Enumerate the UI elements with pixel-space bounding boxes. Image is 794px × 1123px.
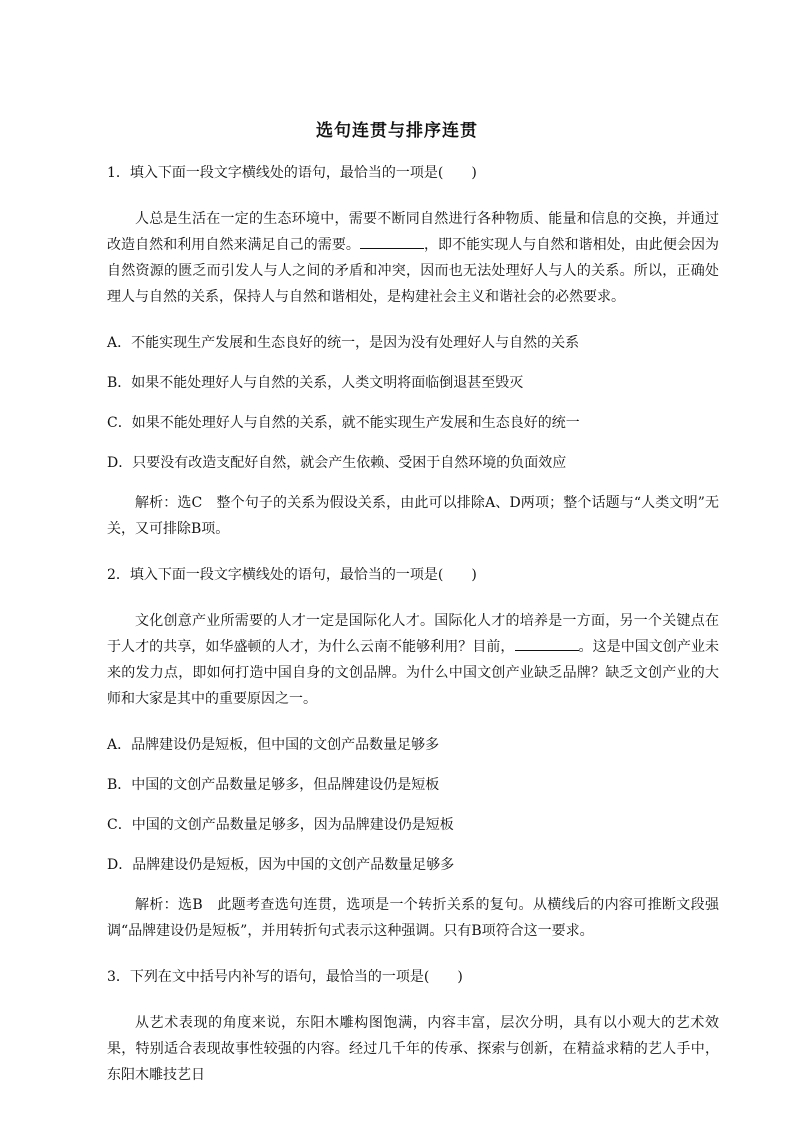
passage-text: 。这是中国文创产业未来的发力点，即如何打造中国自身的文创品牌。为什么中国文创产业缺乏品牌？缺乏文创产业的大师和大家是其中的重要原因之一。 (107, 639, 720, 707)
question-1-option-a: A．不能实现生产发展和生态良好的统一，是因为没有处理好人与自然的关系 (107, 335, 580, 351)
passage-text: 人总是生活在一定的生态环境中，需要不断同自然进行各种物质、能量和信息的交换，并通过改造自然和利用自然来满足自己的需要。 (107, 211, 719, 253)
fill-in-blank (515, 636, 579, 651)
question-1-analysis: 解析：选C 整个句子的关系为假设关系，由此可以排除A、D两项；整个话题与“人类文明”无关，又可排除B项。 (107, 495, 719, 537)
page-title: 选句连贯与排序连贯 (316, 121, 478, 141)
question-1-option-d: D．只要没有改造支配好自然，就会产生依赖、受困于自然环境的负面效应 (107, 455, 567, 471)
question-2-option-d: D．品牌建设仍是短板，因为中国的文创产品数量足够多 (107, 857, 455, 873)
question-3-passage: 从艺术表现的角度来说，东阳木雕构图饱满，内容丰富，层次分明，具有以小观大的艺术效果，特别适合表现故事性较强的内容。经过几千年的传承、探索与创新，在精益求精的艺人手中，东阳木雕技艺日 (107, 1015, 719, 1083)
passage-text: ，即不能实现人与自然和谐相处，由此便会因为自然资源的匮乏而引发人与人之间的矛盾和冲突，因而也无法处理好人与人的关系。所以，正确处理人与自然的关系，保持人与自然和谐相处，是构建社会主义和谐社会的必然要求。 (107, 237, 719, 305)
question-2-option-b: B．中国的文创产品数量足够多，但品牌建设仍是短板 (107, 777, 440, 793)
question-3-stem: 3．下列在文中括号内补写的语句，最恰当的一项是( ) (107, 969, 463, 985)
fill-in-blank (360, 234, 424, 249)
question-2-analysis: 解析：选B 此题考查选句连贯，选项是一个转折关系的复句。从横线后的内容可推断文段强调“品牌建设仍是短板”，并用转折句式表示这种强调。只有B项符合这一要求。 (107, 897, 719, 939)
question-1-passage (107, 206, 719, 310)
question-2-option-a: A．品牌建设仍是短板，但中国的文创产品数量足够多 (107, 737, 440, 753)
question-2-option-c: C．中国的文创产品数量足够多，因为品牌建设仍是短板 (107, 817, 454, 833)
question-1-option-b: B．如果不能处理好人与自然的关系，人类文明将面临倒退甚至毁灭 (107, 375, 524, 391)
question-2-passage (107, 608, 719, 712)
passage-text: 文化创意产业所需要的人才一定是国际化人才。国际化人才的培养是一方面，另一个关键点在于人才的共享，如华盛顿的人才，为什么云南不能够利用？目前， (107, 613, 719, 655)
question-1-option-c: C．如果不能处理好人与自然的关系，就不能实现生产发展和生态良好的统一 (107, 415, 580, 431)
question-2-stem: 2．填入下面一段文字横线处的语句，最恰当的一项是( ) (107, 567, 477, 583)
question-1-stem: 1．填入下面一段文字横线处的语句，最恰当的一项是( ) (107, 165, 477, 181)
document-body (107, 160, 719, 1108)
